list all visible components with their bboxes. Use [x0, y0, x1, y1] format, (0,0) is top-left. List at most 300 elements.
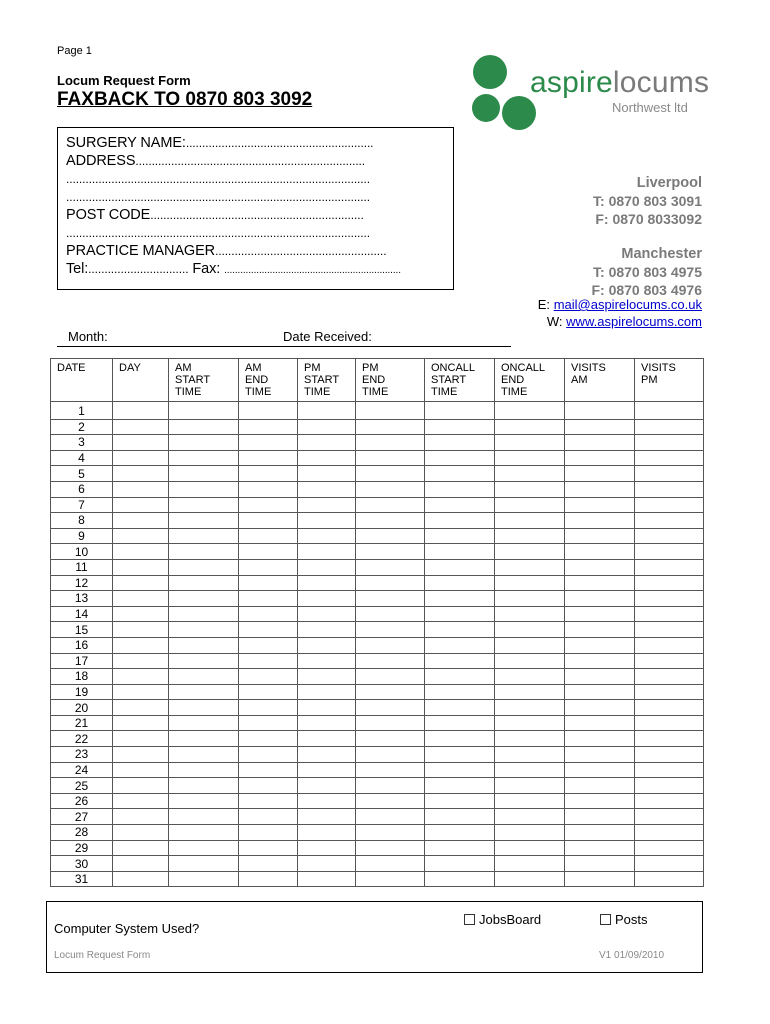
entry-cell-oncall-start-time[interactable]	[425, 481, 495, 497]
entry-cell-am-start-time[interactable]	[169, 497, 239, 513]
entry-cell-am-end-time[interactable]	[239, 778, 298, 794]
entry-cell-visits-pm[interactable]	[635, 871, 704, 887]
entry-cell-visits-am[interactable]	[565, 528, 635, 544]
entry-cell-visits-pm[interactable]	[635, 840, 704, 856]
entry-cell-pm-end-time[interactable]	[356, 575, 425, 591]
entry-cell-pm-start-time[interactable]	[298, 700, 356, 716]
posts-checkbox[interactable]	[600, 914, 611, 925]
entry-cell-am-start-time[interactable]	[169, 856, 239, 872]
entry-cell-oncall-end-time[interactable]	[495, 715, 565, 731]
entry-cell-visits-pm[interactable]	[635, 466, 704, 482]
entry-cell-day[interactable]	[113, 856, 169, 872]
entry-cell-pm-start-time[interactable]	[298, 575, 356, 591]
email-link[interactable]: mail@aspirelocums.co.uk	[553, 297, 702, 312]
entry-cell-day[interactable]	[113, 684, 169, 700]
entry-cell-pm-start-time[interactable]	[298, 622, 356, 638]
entry-cell-am-end-time[interactable]	[239, 871, 298, 887]
entry-cell-pm-start-time[interactable]	[298, 497, 356, 513]
jobsboard-checkbox[interactable]	[464, 914, 475, 925]
entry-cell-am-end-time[interactable]	[239, 653, 298, 669]
tel-fax-field[interactable]: Tel:............................... Fax: ..................................................................	[66, 261, 401, 277]
entry-cell-day[interactable]	[113, 622, 169, 638]
entry-cell-day[interactable]	[113, 700, 169, 716]
entry-cell-oncall-end-time[interactable]	[495, 481, 565, 497]
entry-cell-visits-pm[interactable]	[635, 591, 704, 607]
website-link[interactable]: www.aspirelocums.com	[566, 314, 702, 329]
entry-cell-pm-end-time[interactable]	[356, 653, 425, 669]
entry-cell-am-end-time[interactable]	[239, 622, 298, 638]
entry-cell-pm-start-time[interactable]	[298, 591, 356, 607]
entry-cell-visits-pm[interactable]	[635, 622, 704, 638]
entry-cell-am-start-time[interactable]	[169, 559, 239, 575]
entry-cell-day[interactable]	[113, 450, 169, 466]
entry-cell-pm-start-time[interactable]	[298, 637, 356, 653]
entry-cell-visits-pm[interactable]	[635, 481, 704, 497]
entry-cell-visits-am[interactable]	[565, 606, 635, 622]
entry-cell-pm-end-time[interactable]	[356, 637, 425, 653]
entry-cell-oncall-start-time[interactable]	[425, 637, 495, 653]
address-line-3[interactable]: ..............................................................................................	[66, 190, 370, 204]
entry-cell-am-end-time[interactable]	[239, 481, 298, 497]
entry-cell-oncall-end-time[interactable]	[495, 700, 565, 716]
address-field[interactable]: ADDRESS.......................................................................	[66, 153, 366, 169]
entry-cell-visits-am[interactable]	[565, 856, 635, 872]
entry-cell-pm-start-time[interactable]	[298, 840, 356, 856]
entry-cell-oncall-end-time[interactable]	[495, 402, 565, 420]
entry-cell-oncall-start-time[interactable]	[425, 731, 495, 747]
entry-cell-am-start-time[interactable]	[169, 871, 239, 887]
entry-cell-oncall-start-time[interactable]	[425, 715, 495, 731]
entry-cell-am-start-time[interactable]	[169, 825, 239, 841]
entry-cell-oncall-end-time[interactable]	[495, 637, 565, 653]
entry-cell-oncall-start-time[interactable]	[425, 871, 495, 887]
entry-cell-oncall-end-time[interactable]	[495, 591, 565, 607]
entry-cell-visits-am[interactable]	[565, 435, 635, 451]
entry-cell-pm-end-time[interactable]	[356, 544, 425, 560]
entry-cell-pm-end-time[interactable]	[356, 825, 425, 841]
entry-cell-am-start-time[interactable]	[169, 466, 239, 482]
entry-cell-oncall-start-time[interactable]	[425, 435, 495, 451]
entry-cell-visits-am[interactable]	[565, 653, 635, 669]
entry-cell-visits-am[interactable]	[565, 793, 635, 809]
entry-cell-oncall-start-time[interactable]	[425, 762, 495, 778]
entry-cell-am-end-time[interactable]	[239, 544, 298, 560]
entry-cell-am-start-time[interactable]	[169, 793, 239, 809]
entry-cell-day[interactable]	[113, 793, 169, 809]
entry-cell-day[interactable]	[113, 747, 169, 763]
entry-cell-pm-end-time[interactable]	[356, 871, 425, 887]
date-cell: 14	[51, 606, 113, 622]
entry-cell-pm-start-time[interactable]	[298, 544, 356, 560]
entry-cell-pm-end-time[interactable]	[356, 669, 425, 685]
entry-cell-day[interactable]	[113, 731, 169, 747]
entry-cell-oncall-start-time[interactable]	[425, 747, 495, 763]
entry-cell-oncall-end-time[interactable]	[495, 762, 565, 778]
entry-cell-pm-start-time[interactable]	[298, 528, 356, 544]
entry-cell-oncall-start-time[interactable]	[425, 528, 495, 544]
entry-cell-am-start-time[interactable]	[169, 778, 239, 794]
entry-cell-am-end-time[interactable]	[239, 606, 298, 622]
entry-cell-am-start-time[interactable]	[169, 700, 239, 716]
entry-cell-visits-am[interactable]	[565, 402, 635, 420]
entry-cell-oncall-start-time[interactable]	[425, 684, 495, 700]
entry-cell-am-end-time[interactable]	[239, 450, 298, 466]
entry-cell-pm-end-time[interactable]	[356, 513, 425, 529]
entry-cell-visits-pm[interactable]	[635, 747, 704, 763]
entry-cell-oncall-end-time[interactable]	[495, 575, 565, 591]
entry-cell-visits-am[interactable]	[565, 669, 635, 685]
entry-cell-visits-pm[interactable]	[635, 778, 704, 794]
entry-cell-pm-start-time[interactable]	[298, 513, 356, 529]
entry-cell-oncall-end-time[interactable]	[495, 731, 565, 747]
entry-cell-pm-start-time[interactable]	[298, 747, 356, 763]
entry-cell-pm-start-time[interactable]	[298, 762, 356, 778]
entry-cell-am-start-time[interactable]	[169, 684, 239, 700]
entry-cell-am-start-time[interactable]	[169, 481, 239, 497]
entry-cell-visits-pm[interactable]	[635, 450, 704, 466]
entry-cell-oncall-start-time[interactable]	[425, 466, 495, 482]
entry-cell-oncall-start-time[interactable]	[425, 450, 495, 466]
entry-cell-day[interactable]	[113, 871, 169, 887]
column-header-am-start-time	[169, 359, 239, 402]
entry-cell-day[interactable]	[113, 544, 169, 560]
entry-cell-visits-am[interactable]	[565, 637, 635, 653]
entry-cell-day[interactable]	[113, 513, 169, 529]
entry-cell-oncall-start-time[interactable]	[425, 544, 495, 560]
entry-cell-pm-end-time[interactable]	[356, 606, 425, 622]
entry-cell-pm-start-time[interactable]	[298, 481, 356, 497]
entry-cell-oncall-start-time[interactable]	[425, 419, 495, 435]
entry-cell-pm-end-time[interactable]	[356, 402, 425, 420]
entry-cell-am-start-time[interactable]	[169, 731, 239, 747]
entry-cell-pm-end-time[interactable]	[356, 840, 425, 856]
entry-cell-day[interactable]	[113, 575, 169, 591]
entry-cell-pm-end-time[interactable]	[356, 466, 425, 482]
entry-cell-oncall-end-time[interactable]	[495, 653, 565, 669]
entry-cell-pm-start-time[interactable]	[298, 402, 356, 420]
entry-cell-am-end-time[interactable]	[239, 513, 298, 529]
entry-cell-oncall-end-time[interactable]	[495, 809, 565, 825]
entry-cell-oncall-start-time[interactable]	[425, 606, 495, 622]
entry-cell-am-start-time[interactable]	[169, 840, 239, 856]
entry-cell-day[interactable]	[113, 669, 169, 685]
entry-cell-am-start-time[interactable]	[169, 762, 239, 778]
entry-cell-oncall-start-time[interactable]	[425, 513, 495, 529]
entry-cell-visits-pm[interactable]	[635, 637, 704, 653]
entry-cell-pm-start-time[interactable]	[298, 684, 356, 700]
entry-cell-am-end-time[interactable]	[239, 700, 298, 716]
entry-cell-day[interactable]	[113, 559, 169, 575]
entry-cell-am-end-time[interactable]	[239, 840, 298, 856]
entry-cell-visits-pm[interactable]	[635, 419, 704, 435]
entry-cell-oncall-end-time[interactable]	[495, 793, 565, 809]
entry-cell-oncall-end-time[interactable]	[495, 747, 565, 763]
entry-cell-day[interactable]	[113, 435, 169, 451]
entry-cell-am-start-time[interactable]	[169, 591, 239, 607]
entry-cell-visits-am[interactable]	[565, 481, 635, 497]
entry-cell-visits-am[interactable]	[565, 871, 635, 887]
column-header-visits-pm	[635, 359, 704, 402]
date-cell: 24	[51, 762, 113, 778]
entry-cell-oncall-end-time[interactable]	[495, 419, 565, 435]
entry-cell-visits-pm[interactable]	[635, 559, 704, 575]
entry-cell-visits-pm[interactable]	[635, 809, 704, 825]
entry-cell-oncall-start-time[interactable]	[425, 575, 495, 591]
entry-cell-am-start-time[interactable]	[169, 575, 239, 591]
entry-cell-visits-pm[interactable]	[635, 575, 704, 591]
entry-cell-visits-am[interactable]	[565, 715, 635, 731]
entry-cell-oncall-end-time[interactable]	[495, 435, 565, 451]
entry-cell-am-start-time[interactable]	[169, 435, 239, 451]
entry-cell-oncall-start-time[interactable]	[425, 559, 495, 575]
entry-cell-pm-start-time[interactable]	[298, 871, 356, 887]
entry-cell-am-end-time[interactable]	[239, 856, 298, 872]
entry-cell-visits-am[interactable]	[565, 544, 635, 560]
entry-cell-visits-am[interactable]	[565, 778, 635, 794]
entry-cell-visits-am[interactable]	[565, 559, 635, 575]
entry-cell-oncall-end-time[interactable]	[495, 497, 565, 513]
entry-cell-visits-pm[interactable]	[635, 793, 704, 809]
entry-cell-oncall-start-time[interactable]	[425, 653, 495, 669]
entry-cell-visits-pm[interactable]	[635, 402, 704, 420]
entry-cell-am-end-time[interactable]	[239, 497, 298, 513]
entry-cell-pm-end-time[interactable]	[356, 856, 425, 872]
entry-cell-oncall-end-time[interactable]	[495, 825, 565, 841]
entry-cell-day[interactable]	[113, 419, 169, 435]
entry-cell-pm-start-time[interactable]	[298, 669, 356, 685]
practice-manager-field[interactable]: PRACTICE MANAGER.....................................................	[66, 243, 387, 259]
entry-cell-oncall-end-time[interactable]	[495, 684, 565, 700]
entry-cell-pm-start-time[interactable]	[298, 435, 356, 451]
entry-cell-visits-am[interactable]	[565, 513, 635, 529]
entry-cell-pm-start-time[interactable]	[298, 793, 356, 809]
address-line-4[interactable]: ..............................................................................................	[66, 226, 370, 240]
entry-cell-visits-am[interactable]	[565, 684, 635, 700]
entry-cell-am-end-time[interactable]	[239, 793, 298, 809]
post-code-field[interactable]: POST CODE..................................................................	[66, 207, 364, 223]
entry-cell-oncall-end-time[interactable]	[495, 528, 565, 544]
entry-cell-pm-end-time[interactable]	[356, 622, 425, 638]
entry-cell-am-start-time[interactable]	[169, 715, 239, 731]
entry-cell-oncall-end-time[interactable]	[495, 466, 565, 482]
entry-cell-visits-pm[interactable]	[635, 435, 704, 451]
entry-cell-pm-start-time[interactable]	[298, 825, 356, 841]
entry-cell-visits-am[interactable]	[565, 622, 635, 638]
entry-cell-am-start-time[interactable]	[169, 513, 239, 529]
entry-cell-oncall-start-time[interactable]	[425, 809, 495, 825]
entry-cell-am-start-time[interactable]	[169, 450, 239, 466]
entry-cell-oncall-start-time[interactable]	[425, 778, 495, 794]
entry-cell-pm-start-time[interactable]	[298, 778, 356, 794]
table-row	[51, 684, 704, 700]
entry-cell-am-end-time[interactable]	[239, 528, 298, 544]
entry-cell-pm-end-time[interactable]	[356, 481, 425, 497]
entry-cell-visits-pm[interactable]	[635, 606, 704, 622]
entry-cell-pm-start-time[interactable]	[298, 450, 356, 466]
entry-cell-pm-start-time[interactable]	[298, 606, 356, 622]
entry-cell-visits-am[interactable]	[565, 419, 635, 435]
entry-cell-visits-pm[interactable]	[635, 513, 704, 529]
entry-cell-am-start-time[interactable]	[169, 637, 239, 653]
entry-cell-am-end-time[interactable]	[239, 731, 298, 747]
surgery-name-field[interactable]: SURGERY NAME:..........................................................	[66, 135, 374, 151]
entry-cell-pm-start-time[interactable]	[298, 809, 356, 825]
entry-cell-am-end-time[interactable]	[239, 809, 298, 825]
entry-cell-pm-start-time[interactable]	[298, 466, 356, 482]
entry-cell-visits-am[interactable]	[565, 497, 635, 513]
entry-cell-oncall-start-time[interactable]	[425, 497, 495, 513]
entry-cell-oncall-start-time[interactable]	[425, 840, 495, 856]
entry-cell-visits-am[interactable]	[565, 840, 635, 856]
entry-cell-oncall-end-time[interactable]	[495, 871, 565, 887]
entry-cell-pm-start-time[interactable]	[298, 856, 356, 872]
entry-cell-pm-end-time[interactable]	[356, 497, 425, 513]
entry-cell-visits-pm[interactable]	[635, 825, 704, 841]
column-header-line: TIME	[245, 386, 272, 398]
entry-cell-oncall-start-time[interactable]	[425, 402, 495, 420]
date-cell: 28	[51, 825, 113, 841]
entry-cell-am-end-time[interactable]	[239, 466, 298, 482]
entry-cell-pm-end-time[interactable]	[356, 450, 425, 466]
entry-cell-pm-start-time[interactable]	[298, 559, 356, 575]
entry-cell-visits-am[interactable]	[565, 700, 635, 716]
entry-cell-day[interactable]	[113, 762, 169, 778]
entry-cell-oncall-start-time[interactable]	[425, 669, 495, 685]
entry-cell-day[interactable]	[113, 653, 169, 669]
entry-cell-visits-pm[interactable]	[635, 856, 704, 872]
entry-cell-visits-am[interactable]	[565, 747, 635, 763]
entry-cell-oncall-end-time[interactable]	[495, 544, 565, 560]
entry-cell-day[interactable]	[113, 840, 169, 856]
entry-cell-day[interactable]	[113, 466, 169, 482]
entry-cell-am-end-time[interactable]	[239, 591, 298, 607]
entry-cell-pm-end-time[interactable]	[356, 700, 425, 716]
entry-cell-am-start-time[interactable]	[169, 419, 239, 435]
entry-cell-pm-end-time[interactable]	[356, 731, 425, 747]
entry-cell-pm-end-time[interactable]	[356, 793, 425, 809]
entry-cell-am-start-time[interactable]	[169, 653, 239, 669]
entry-cell-oncall-start-time[interactable]	[425, 591, 495, 607]
entry-cell-visits-pm[interactable]	[635, 731, 704, 747]
entry-cell-oncall-start-time[interactable]	[425, 856, 495, 872]
entry-cell-visits-pm[interactable]	[635, 653, 704, 669]
entry-cell-day[interactable]	[113, 637, 169, 653]
entry-cell-pm-end-time[interactable]	[356, 778, 425, 794]
entry-cell-day[interactable]	[113, 715, 169, 731]
entry-cell-pm-start-time[interactable]	[298, 731, 356, 747]
entry-cell-am-start-time[interactable]	[169, 402, 239, 420]
entry-cell-am-start-time[interactable]	[169, 669, 239, 685]
entry-cell-visits-pm[interactable]	[635, 762, 704, 778]
entry-cell-visits-am[interactable]	[565, 809, 635, 825]
entry-cell-visits-pm[interactable]	[635, 528, 704, 544]
entry-cell-am-end-time[interactable]	[239, 419, 298, 435]
entry-cell-pm-end-time[interactable]	[356, 435, 425, 451]
entry-cell-am-end-time[interactable]	[239, 402, 298, 420]
entry-cell-oncall-end-time[interactable]	[495, 606, 565, 622]
entry-cell-am-end-time[interactable]	[239, 637, 298, 653]
entry-cell-visits-pm[interactable]	[635, 497, 704, 513]
entry-cell-oncall-start-time[interactable]	[425, 622, 495, 638]
entry-cell-am-start-time[interactable]	[169, 622, 239, 638]
entry-cell-pm-end-time[interactable]	[356, 747, 425, 763]
entry-cell-am-end-time[interactable]	[239, 762, 298, 778]
entry-cell-pm-end-time[interactable]	[356, 419, 425, 435]
entry-cell-day[interactable]	[113, 402, 169, 420]
entry-cell-am-end-time[interactable]	[239, 684, 298, 700]
entry-cell-pm-end-time[interactable]	[356, 762, 425, 778]
entry-cell-visits-pm[interactable]	[635, 684, 704, 700]
entry-cell-am-start-time[interactable]	[169, 747, 239, 763]
entry-cell-visits-pm[interactable]	[635, 715, 704, 731]
entry-cell-day[interactable]	[113, 591, 169, 607]
entry-cell-visits-am[interactable]	[565, 450, 635, 466]
entry-cell-day[interactable]	[113, 778, 169, 794]
entry-cell-am-end-time[interactable]	[239, 747, 298, 763]
entry-cell-pm-end-time[interactable]	[356, 591, 425, 607]
posts-option[interactable]	[600, 912, 648, 927]
entry-cell-day[interactable]	[113, 809, 169, 825]
entry-cell-pm-end-time[interactable]	[356, 684, 425, 700]
entry-cell-visits-am[interactable]	[565, 466, 635, 482]
entry-cell-oncall-start-time[interactable]	[425, 825, 495, 841]
entry-cell-day[interactable]	[113, 528, 169, 544]
entry-cell-visits-am[interactable]	[565, 825, 635, 841]
entry-cell-am-end-time[interactable]	[239, 575, 298, 591]
entry-cell-visits-am[interactable]	[565, 591, 635, 607]
entry-cell-am-start-time[interactable]	[169, 544, 239, 560]
entry-cell-pm-start-time[interactable]	[298, 653, 356, 669]
jobsboard-option[interactable]	[464, 912, 541, 927]
entry-cell-am-start-time[interactable]	[169, 606, 239, 622]
entry-cell-day[interactable]	[113, 825, 169, 841]
entry-cell-am-start-time[interactable]	[169, 809, 239, 825]
entry-cell-day[interactable]	[113, 606, 169, 622]
entry-cell-oncall-end-time[interactable]	[495, 450, 565, 466]
entry-cell-pm-end-time[interactable]	[356, 809, 425, 825]
entry-cell-oncall-end-time[interactable]	[495, 669, 565, 685]
entry-cell-pm-end-time[interactable]	[356, 528, 425, 544]
entry-cell-oncall-end-time[interactable]	[495, 778, 565, 794]
address-line-2[interactable]: ..............................................................................................	[66, 172, 370, 186]
entry-cell-oncall-start-time[interactable]	[425, 793, 495, 809]
entry-cell-am-end-time[interactable]	[239, 435, 298, 451]
entry-cell-visits-am[interactable]	[565, 762, 635, 778]
entry-cell-am-end-time[interactable]	[239, 715, 298, 731]
entry-cell-oncall-end-time[interactable]	[495, 559, 565, 575]
entry-cell-pm-end-time[interactable]	[356, 559, 425, 575]
entry-cell-day[interactable]	[113, 481, 169, 497]
entry-cell-oncall-start-time[interactable]	[425, 700, 495, 716]
entry-cell-am-end-time[interactable]	[239, 669, 298, 685]
entry-cell-oncall-end-time[interactable]	[495, 513, 565, 529]
entry-cell-day[interactable]	[113, 497, 169, 513]
entry-cell-pm-start-time[interactable]	[298, 715, 356, 731]
entry-cell-am-end-time[interactable]	[239, 559, 298, 575]
entry-cell-oncall-end-time[interactable]	[495, 840, 565, 856]
entry-cell-am-end-time[interactable]	[239, 825, 298, 841]
entry-cell-visits-pm[interactable]	[635, 669, 704, 685]
entry-cell-visits-am[interactable]	[565, 731, 635, 747]
entry-cell-visits-pm[interactable]	[635, 700, 704, 716]
entry-cell-am-start-time[interactable]	[169, 528, 239, 544]
entry-cell-pm-end-time[interactable]	[356, 715, 425, 731]
entry-cell-oncall-end-time[interactable]	[495, 856, 565, 872]
entry-cell-visits-pm[interactable]	[635, 544, 704, 560]
entry-cell-pm-start-time[interactable]	[298, 419, 356, 435]
entry-cell-visits-am[interactable]	[565, 575, 635, 591]
entry-cell-oncall-end-time[interactable]	[495, 622, 565, 638]
